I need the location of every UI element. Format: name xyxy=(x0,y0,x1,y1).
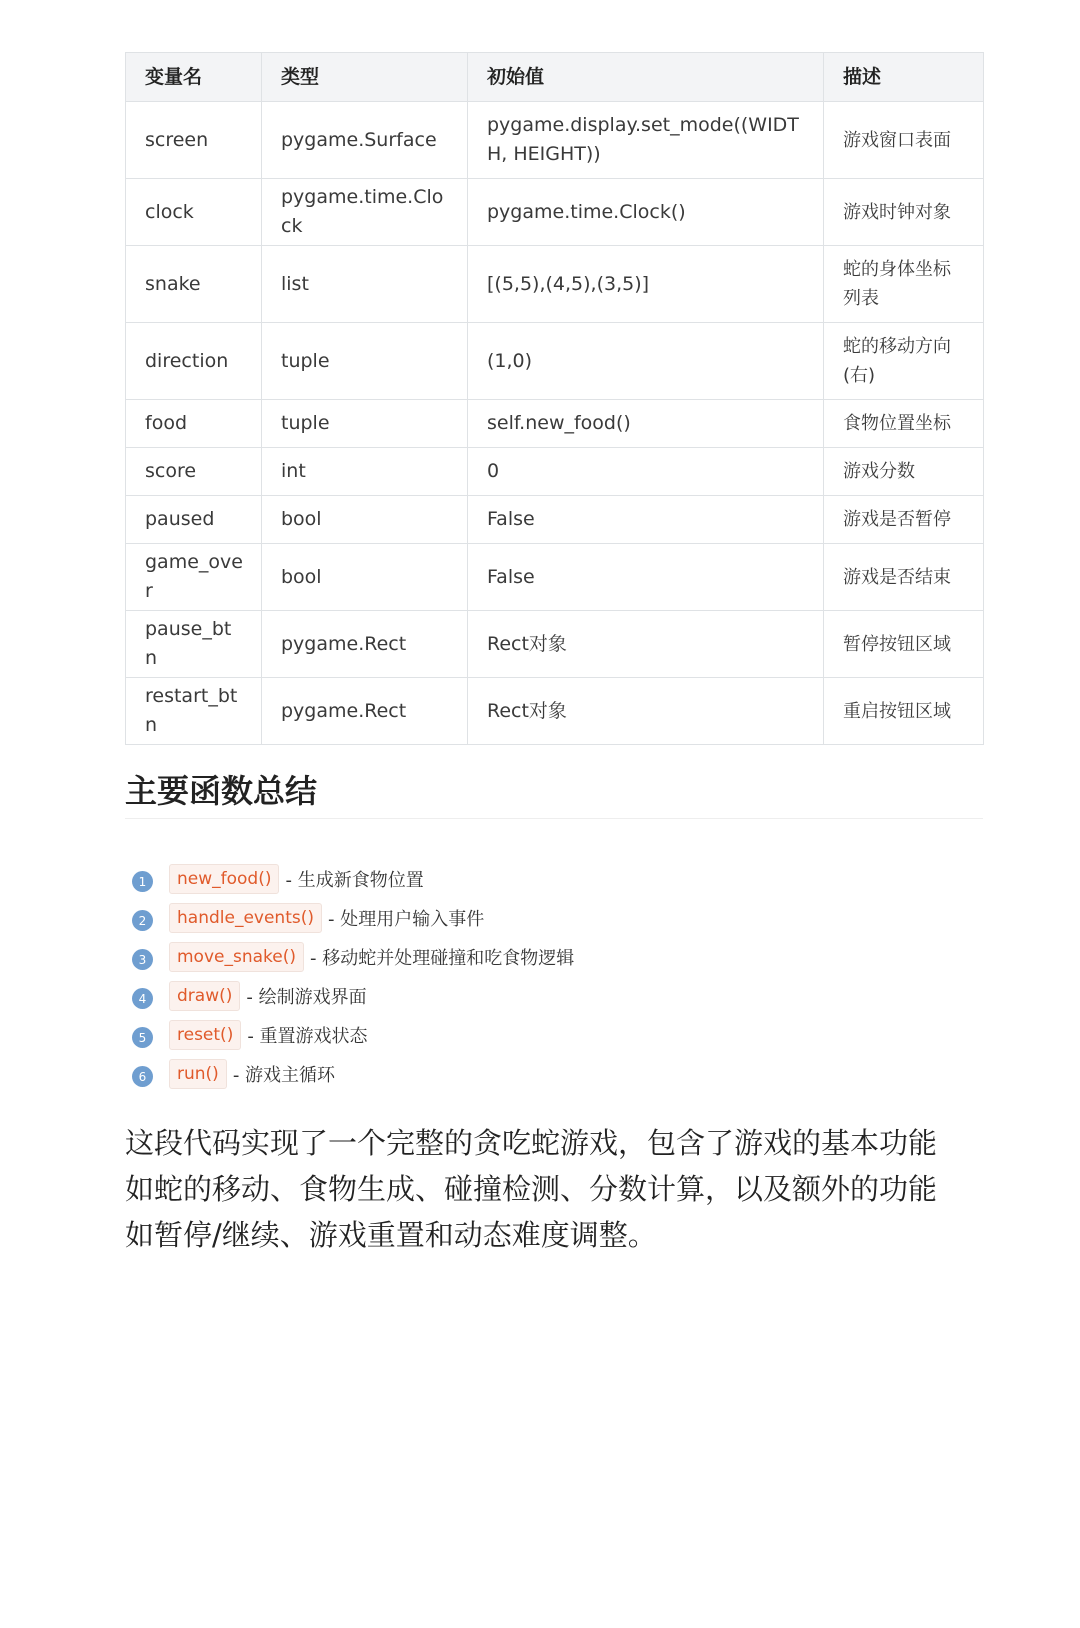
list-item xyxy=(125,976,983,1015)
cell-name: food xyxy=(126,400,262,448)
cell-desc: 蛇的移动方向(右) xyxy=(824,323,984,400)
cell-init: False xyxy=(468,544,824,611)
cell-name: direction xyxy=(126,323,262,400)
cell-name: restart_btn xyxy=(126,678,262,745)
cell-type: pygame.time.Clock xyxy=(262,179,468,246)
cell-desc: 游戏分数 xyxy=(824,448,984,496)
cell-desc: 游戏是否暂停 xyxy=(824,496,984,544)
function-description: - 绘制游戏界面 xyxy=(246,986,367,1008)
cell-type: pygame.Surface xyxy=(262,102,468,179)
cell-type: tuple xyxy=(262,323,468,400)
function-code: reset() xyxy=(169,1020,241,1050)
function-description: - 游戏主循环 xyxy=(232,1064,336,1086)
cell-name: paused xyxy=(126,496,262,544)
header-initial-value: 初始值 xyxy=(468,53,824,102)
cell-type: bool xyxy=(262,496,468,544)
function-list xyxy=(125,859,983,1093)
list-number-badge: 3 xyxy=(132,949,153,970)
cell-name: game_over xyxy=(126,544,262,611)
function-description: - 生成新食物位置 xyxy=(285,869,424,891)
cell-init: pygame.time.Clock() xyxy=(468,179,824,246)
cell-type: list xyxy=(262,246,468,323)
header-description: 描述 xyxy=(824,53,984,102)
function-code: run() xyxy=(169,1059,227,1089)
cell-desc: 游戏窗口表面 xyxy=(824,102,984,179)
table-row xyxy=(126,544,984,611)
function-description: - 移动蛇并处理碰撞和吃食物逻辑 xyxy=(310,947,575,969)
table-row xyxy=(126,678,984,745)
cell-desc: 蛇的身体坐标列表 xyxy=(824,246,984,323)
table-row xyxy=(126,611,984,678)
function-description: - 重置游戏状态 xyxy=(247,1025,368,1047)
table-row xyxy=(126,102,984,179)
cell-type: pygame.Rect xyxy=(262,611,468,678)
cell-init: self.new_food() xyxy=(468,400,824,448)
table-header-row xyxy=(126,53,984,102)
list-item xyxy=(125,859,983,898)
list-number-badge: 2 xyxy=(132,910,153,931)
cell-desc: 游戏是否结束 xyxy=(824,544,984,611)
list-item xyxy=(125,1054,983,1093)
cell-init: Rect对象 xyxy=(468,611,824,678)
list-item xyxy=(125,1015,983,1054)
table-row xyxy=(126,400,984,448)
list-number-badge: 6 xyxy=(132,1066,153,1087)
cell-desc: 食物位置坐标 xyxy=(824,400,984,448)
cell-name: pause_btn xyxy=(126,611,262,678)
cell-init: False xyxy=(468,496,824,544)
table-row xyxy=(126,323,984,400)
list-number-badge: 1 xyxy=(132,871,153,892)
list-number-badge: 4 xyxy=(132,988,153,1009)
variables-table xyxy=(125,52,984,745)
list-item xyxy=(125,898,983,937)
cell-desc: 重启按钮区域 xyxy=(824,678,984,745)
cell-init: pygame.display.set_mode((WIDTH, HEIGHT)) xyxy=(468,102,824,179)
list-item xyxy=(125,937,983,976)
function-code: move_snake() xyxy=(169,942,304,972)
document-content xyxy=(125,52,983,1258)
cell-init: [(5,5),(4,5),(3,5)] xyxy=(468,246,824,323)
function-code: handle_events() xyxy=(169,903,322,933)
table-row xyxy=(126,179,984,246)
cell-name: screen xyxy=(126,102,262,179)
cell-name: clock xyxy=(126,179,262,246)
cell-init: 0 xyxy=(468,448,824,496)
list-number-badge: 5 xyxy=(132,1027,153,1048)
cell-name: snake xyxy=(126,246,262,323)
table-row xyxy=(126,448,984,496)
function-description: - 处理用户输入事件 xyxy=(327,908,485,930)
cell-type: int xyxy=(262,448,468,496)
cell-type: bool xyxy=(262,544,468,611)
function-code: draw() xyxy=(169,981,240,1011)
header-variable-name: 变量名 xyxy=(126,53,262,102)
cell-type: tuple xyxy=(262,400,468,448)
cell-type: pygame.Rect xyxy=(262,678,468,745)
cell-init: (1,0) xyxy=(468,323,824,400)
table-row xyxy=(126,246,984,323)
function-code: new_food() xyxy=(169,864,279,894)
summary-paragraph: 这段代码实现了一个完整的贪吃蛇游戏，包含了游戏的基本功能如蛇的移动、食物生成、碰撞检测、分数计算，以及额外的功能如暂停/继续、游戏重置和动态难度调整。 xyxy=(125,1126,938,1252)
section-heading: 主要函数总结 xyxy=(125,769,983,819)
cell-desc: 暂停按钮区域 xyxy=(824,611,984,678)
cell-desc: 游戏时钟对象 xyxy=(824,179,984,246)
cell-init: Rect对象 xyxy=(468,678,824,745)
header-type: 类型 xyxy=(262,53,468,102)
table-row xyxy=(126,496,984,544)
cell-name: score xyxy=(126,448,262,496)
